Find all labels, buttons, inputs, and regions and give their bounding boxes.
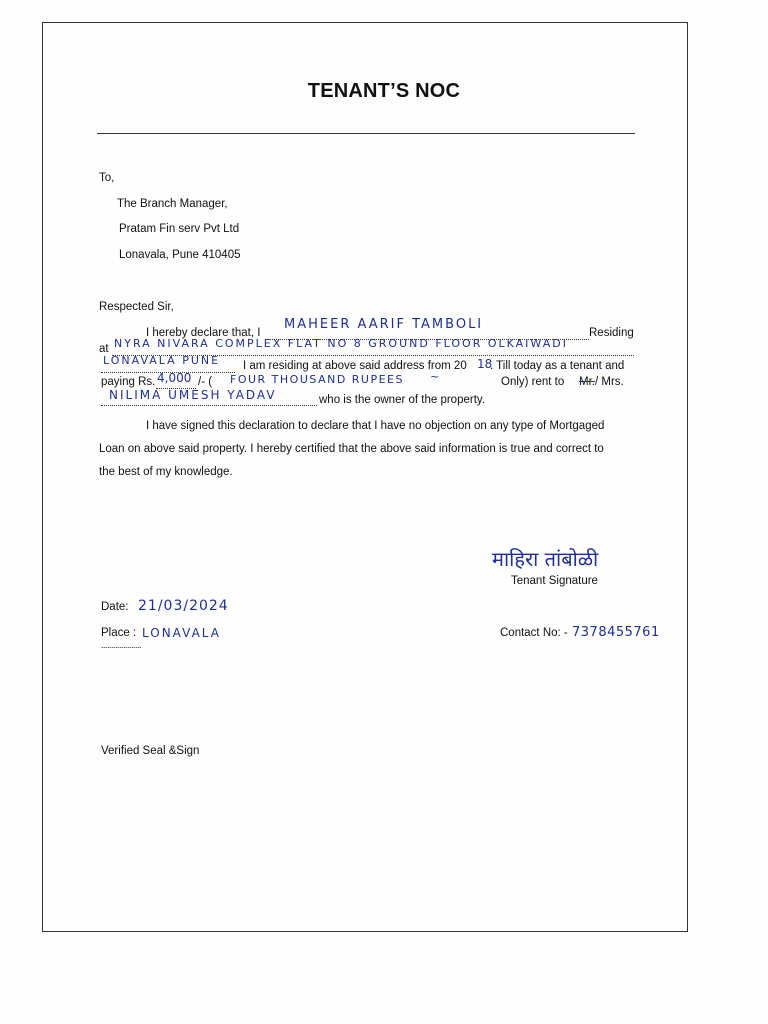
place-label: Place : — [101, 627, 137, 639]
para2-line-3: the best of my knowledge. — [99, 466, 233, 478]
title-divider — [97, 133, 635, 134]
rent-suffix: /- ( — [198, 376, 213, 388]
mrs-text: / Mrs. — [595, 376, 624, 388]
date-value-handwritten: 21/03/2024 — [138, 598, 229, 614]
only-rent-to-text: Only) rent to — [501, 376, 565, 388]
tenant-signature-label: Tenant Signature — [511, 575, 598, 587]
place-dotted-line: .................... — [101, 640, 142, 650]
owner-name-handwritten: NILIMA UMESH YADAV — [109, 388, 277, 402]
address-line-1-handwritten: NYRA NIVARA COMPLEX FLAT NO 8 GROUND FLOOR OLKAIWADI — [114, 337, 568, 350]
rent-words-handwritten: FOUR THOUSAND RUPEES — [230, 373, 404, 386]
document-title: TENANT’S NOC — [307, 80, 461, 102]
residing-from-text: I am residing at above said address from 20 — [243, 360, 467, 372]
declare-prefix: I hereby declare that, I — [146, 327, 261, 339]
verified-seal-label: Verified Seal &Sign — [101, 745, 200, 757]
paying-label: paying Rs. — [101, 376, 156, 388]
at-label: at — [99, 343, 109, 355]
mr-struck-text: Mr. — [579, 376, 595, 388]
year-handwritten: 18 — [477, 357, 493, 371]
residing-label: Residing — [589, 327, 634, 339]
owner-dotted-line — [101, 405, 317, 406]
tenant-signature-handwritten: माहिरा तांबोळी — [492, 547, 599, 571]
rent-amount-handwritten: 4,000 — [157, 371, 192, 385]
salutation: Respected Sir, — [99, 301, 174, 313]
rent-dash-handwritten: ~ — [430, 370, 442, 383]
para2-line-1: I have signed this declaration to declare that I have no objection on any type of Mortgaged — [146, 420, 605, 432]
addressee-line-3: Lonavala, Pune 410405 — [119, 249, 241, 261]
tenant-name-handwritten: MAHEER AARIF TAMBOLI — [284, 317, 484, 332]
addressee-line-1: The Branch Manager, — [117, 198, 228, 210]
addressee-line-2: Pratam Fin serv Pvt Ltd — [119, 223, 240, 235]
date-label: Date: — [101, 601, 129, 613]
owner-suffix: who is the owner of the property. — [319, 394, 485, 406]
till-today-text: . Till today as a tenant and — [490, 360, 625, 372]
contact-label: Contact No: - — [500, 627, 568, 639]
address-line-2-handwritten: LONAVALA PUNE — [103, 354, 221, 367]
contact-number-handwritten: 7378455761 — [572, 625, 660, 640]
para2-line-2: Loan on above said property. I hereby certified that the above said information is true and correct to — [99, 443, 604, 455]
to-label: To, — [99, 172, 115, 184]
place-value-handwritten: LONAVALA — [142, 626, 221, 640]
